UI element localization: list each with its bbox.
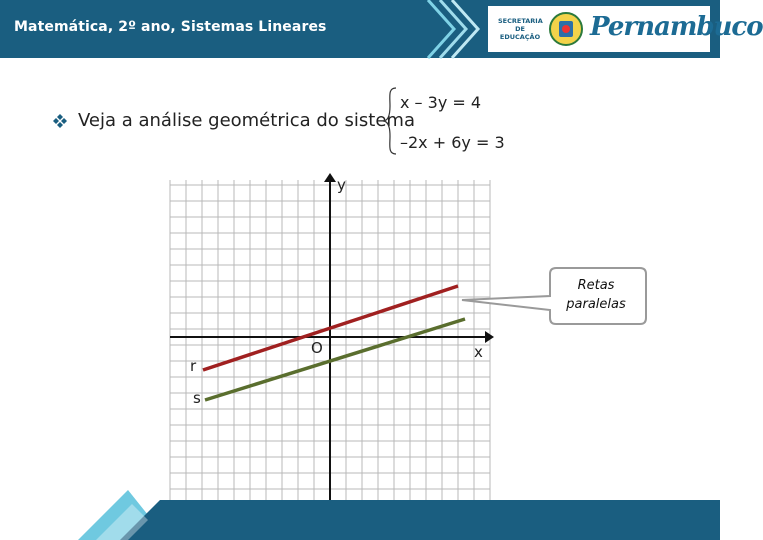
equation-2: –2x + 6y = 3 [400,133,505,152]
y-axis-label: y [337,176,346,194]
page-title: Matemática, 2º ano, Sistemas Lineares [14,19,327,35]
x-axis-label: x [474,343,483,361]
line-r-label: r [190,357,197,375]
callout-line-2: paralelas [566,297,626,312]
origin-label: O [311,339,323,357]
equation-1: x – 3y = 4 [400,93,482,112]
pernambuco-logo: Pernambuco [590,12,763,42]
line-s-label: s [193,389,201,407]
callout-line-1: Retas [577,278,615,293]
intro-text: Veja a análise geométrica do sistema [78,110,415,131]
secretaria-label: SECRETARIA DE EDUCAÇÃO [498,17,543,41]
